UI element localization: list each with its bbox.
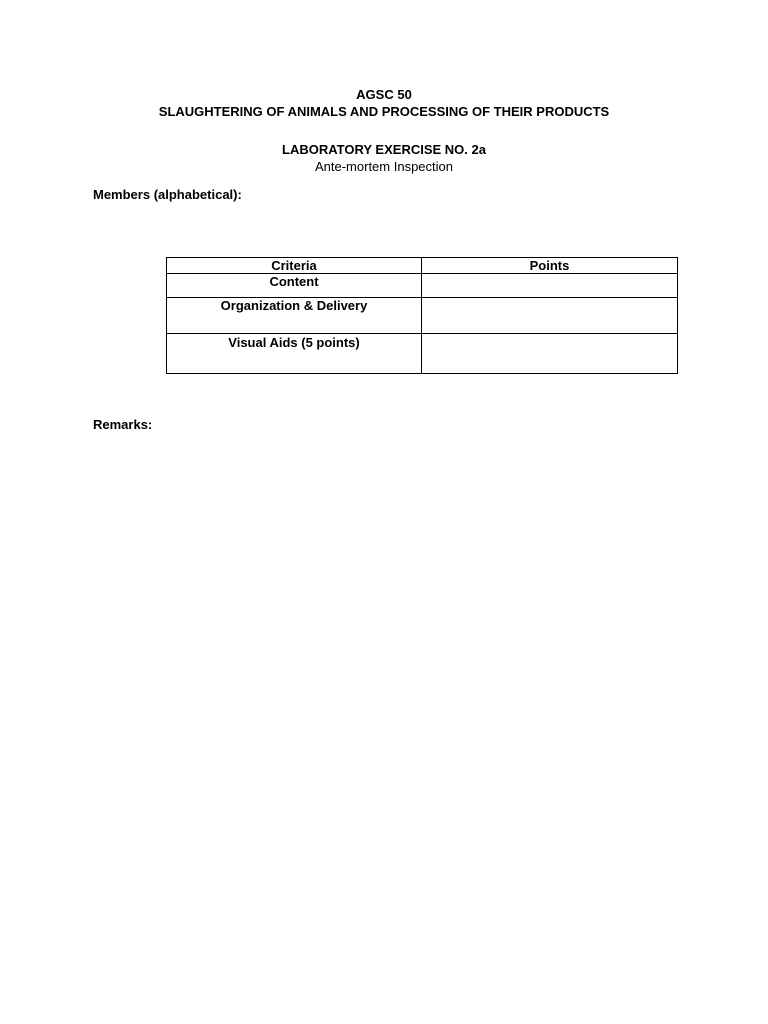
criteria-cell-content: Content (167, 274, 422, 298)
course-title: SLAUGHTERING OF ANIMALS AND PROCESSING OF THEIR PRODUCTS (158, 104, 610, 119)
remarks-label: Remarks: (93, 417, 153, 432)
criteria-column-header: Criteria (167, 258, 422, 274)
exercise-title: LABORATORY EXERCISE NO. 2a (282, 142, 486, 157)
points-cell-visual-aids[interactable] (422, 334, 678, 374)
rubric-table (166, 257, 678, 374)
points-column-header: Points (422, 258, 678, 274)
rubric-header-row (167, 258, 678, 274)
exercise-subtitle: Ante-mortem Inspection (314, 159, 453, 174)
criteria-cell-organization: Organization & Delivery (167, 298, 422, 334)
members-label: Members (alphabetical): (93, 187, 242, 202)
table-row (167, 298, 678, 334)
points-cell-content[interactable] (422, 274, 678, 298)
course-code: AGSC 50 (356, 87, 412, 102)
points-cell-organization[interactable] (422, 298, 678, 334)
table-row (167, 274, 678, 298)
criteria-cell-visual-aids: Visual Aids (5 points) (167, 334, 422, 374)
table-row (167, 334, 678, 374)
